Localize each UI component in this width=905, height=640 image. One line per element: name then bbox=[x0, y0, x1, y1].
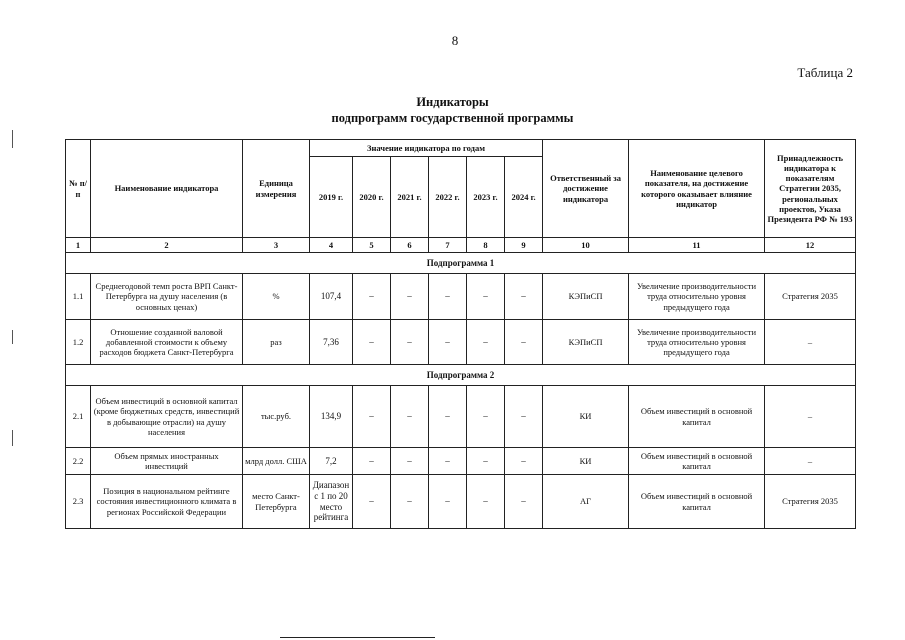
value-2023: – bbox=[467, 320, 505, 365]
value-2021: – bbox=[391, 448, 429, 475]
belonging: – bbox=[765, 448, 856, 475]
section-title: Подпрограмма 1 bbox=[66, 253, 856, 274]
value-2022: – bbox=[429, 320, 467, 365]
footnote-separator bbox=[280, 637, 435, 638]
value-2021: – bbox=[391, 274, 429, 320]
responsible: КЭПиСП bbox=[543, 274, 629, 320]
value-2019: 134,9 bbox=[310, 386, 353, 448]
header-year: 2024 г. bbox=[505, 157, 543, 238]
column-number-row bbox=[66, 238, 856, 253]
belonging: Стратегия 2035 bbox=[765, 475, 856, 529]
value-2024: – bbox=[505, 274, 543, 320]
header-responsible: Ответственный за достижение индикатора bbox=[543, 140, 629, 238]
table-title: Индикаторы bbox=[416, 95, 489, 109]
value-2022: – bbox=[429, 386, 467, 448]
value-2020: – bbox=[353, 274, 391, 320]
row-number: 2.1 bbox=[66, 386, 91, 448]
header-row bbox=[66, 140, 856, 157]
responsible: КЭПиСП bbox=[543, 320, 629, 365]
value-2020: – bbox=[353, 448, 391, 475]
column-number: 4 bbox=[310, 238, 353, 253]
indicator-name: Отношение созданной валовой добавленной стоимости к объему расходов бюджета Санкт-Петербурга bbox=[91, 320, 243, 365]
belonging: Стратегия 2035 bbox=[765, 274, 856, 320]
table-row bbox=[66, 274, 856, 320]
row-number: 2.2 bbox=[66, 448, 91, 475]
responsible: КИ bbox=[543, 386, 629, 448]
belonging: – bbox=[765, 386, 856, 448]
value-2021: – bbox=[391, 475, 429, 529]
column-number: 11 bbox=[629, 238, 765, 253]
header-values-group: Значение индикатора по годам bbox=[310, 140, 543, 157]
belonging: – bbox=[765, 320, 856, 365]
scan-margin-mark bbox=[12, 330, 13, 344]
indicator-unit: раз bbox=[243, 320, 310, 365]
indicator-unit: млрд долл. США bbox=[243, 448, 310, 475]
indicator-name: Объем инвестиций в основной капитал (кроме бюджетных средств, инвестиций в добывающие отрасли) на душу населения bbox=[91, 386, 243, 448]
row-number: 1.1 bbox=[66, 274, 91, 320]
section-title: Подпрограмма 2 bbox=[66, 365, 856, 386]
value-2024: – bbox=[505, 320, 543, 365]
value-2023: – bbox=[467, 448, 505, 475]
indicator-name: Позиция в национальном рейтинге состояния инвестиционного климата в регионах Российской Федерации bbox=[91, 475, 243, 529]
header-year: 2021 г. bbox=[391, 157, 429, 238]
indicator-name: Объем прямых иностранных инвестиций bbox=[91, 448, 243, 475]
indicator-unit: тыс.руб. bbox=[243, 386, 310, 448]
indicators-table bbox=[65, 139, 856, 529]
table-subtitle: подпрограмм государственной программы bbox=[331, 111, 574, 125]
value-2019: 107,4 bbox=[310, 274, 353, 320]
value-2019: 7,2 bbox=[310, 448, 353, 475]
column-number: 3 bbox=[243, 238, 310, 253]
target-indicator: Увеличение производительности труда относительно уровня предыдущего года bbox=[629, 320, 765, 365]
header-year: 2023 г. bbox=[467, 157, 505, 238]
column-number: 6 bbox=[391, 238, 429, 253]
column-number: 2 bbox=[91, 238, 243, 253]
value-2024: – bbox=[505, 448, 543, 475]
responsible: КИ bbox=[543, 448, 629, 475]
value-2019: Диапазон с 1 по 20 место рейтинга bbox=[310, 475, 353, 529]
column-number: 1 bbox=[66, 238, 91, 253]
column-number: 10 bbox=[543, 238, 629, 253]
value-2024: – bbox=[505, 386, 543, 448]
responsible: АГ bbox=[543, 475, 629, 529]
header-name: Наименование индикатора bbox=[91, 140, 243, 238]
value-2020: – bbox=[353, 320, 391, 365]
target-indicator: Увеличение производительности труда относительно уровня предыдущего года bbox=[629, 274, 765, 320]
header-year: 2019 г. bbox=[310, 157, 353, 238]
value-2021: – bbox=[391, 320, 429, 365]
row-number: 2.3 bbox=[66, 475, 91, 529]
target-indicator: Объем инвестиций в основной капитал bbox=[629, 448, 765, 475]
target-indicator: Объем инвестиций в основной капитал bbox=[629, 475, 765, 529]
value-2022: – bbox=[429, 274, 467, 320]
value-2022: – bbox=[429, 448, 467, 475]
value-2023: – bbox=[467, 274, 505, 320]
header-year: 2022 г. bbox=[429, 157, 467, 238]
value-2019: 7,36 bbox=[310, 320, 353, 365]
column-number: 12 bbox=[765, 238, 856, 253]
scan-margin-mark bbox=[12, 430, 13, 446]
row-number: 1.2 bbox=[66, 320, 91, 365]
indicator-unit: место Санкт-Петербурга bbox=[243, 475, 310, 529]
section-row bbox=[66, 253, 856, 274]
indicator-name: Среднегодовой темп роста ВРП Санкт-Петербурга на душу населения (в основных ценах) bbox=[91, 274, 243, 320]
header-no: № п/п bbox=[66, 140, 91, 238]
page-number: 8 bbox=[451, 33, 459, 48]
table-row bbox=[66, 448, 856, 475]
column-number: 5 bbox=[353, 238, 391, 253]
value-2023: – bbox=[467, 386, 505, 448]
column-number: 9 bbox=[505, 238, 543, 253]
header-goal: Наименование целевого показателя, на достижение которого оказывает влияние индикатор bbox=[629, 140, 765, 238]
table-row bbox=[66, 320, 856, 365]
header-unit: Единица измерения bbox=[243, 140, 310, 238]
value-2024: – bbox=[505, 475, 543, 529]
indicator-unit: % bbox=[243, 274, 310, 320]
value-2020: – bbox=[353, 386, 391, 448]
table-label: Таблица 2 bbox=[797, 65, 853, 80]
value-2023: – bbox=[467, 475, 505, 529]
table-row bbox=[66, 475, 856, 529]
value-2020: – bbox=[353, 475, 391, 529]
column-number: 8 bbox=[467, 238, 505, 253]
column-number: 7 bbox=[429, 238, 467, 253]
section-row bbox=[66, 365, 856, 386]
table-row bbox=[66, 386, 856, 448]
value-2021: – bbox=[391, 386, 429, 448]
scan-margin-mark bbox=[12, 130, 13, 148]
value-2022: – bbox=[429, 475, 467, 529]
target-indicator: Объем инвестиций в основной капитал bbox=[629, 386, 765, 448]
header-year: 2020 г. bbox=[353, 157, 391, 238]
header-belonging: Принадлежность индикатора к показателям Стратегии 2035, региональных проектов, Указа Президента РФ № 193 bbox=[765, 140, 856, 238]
